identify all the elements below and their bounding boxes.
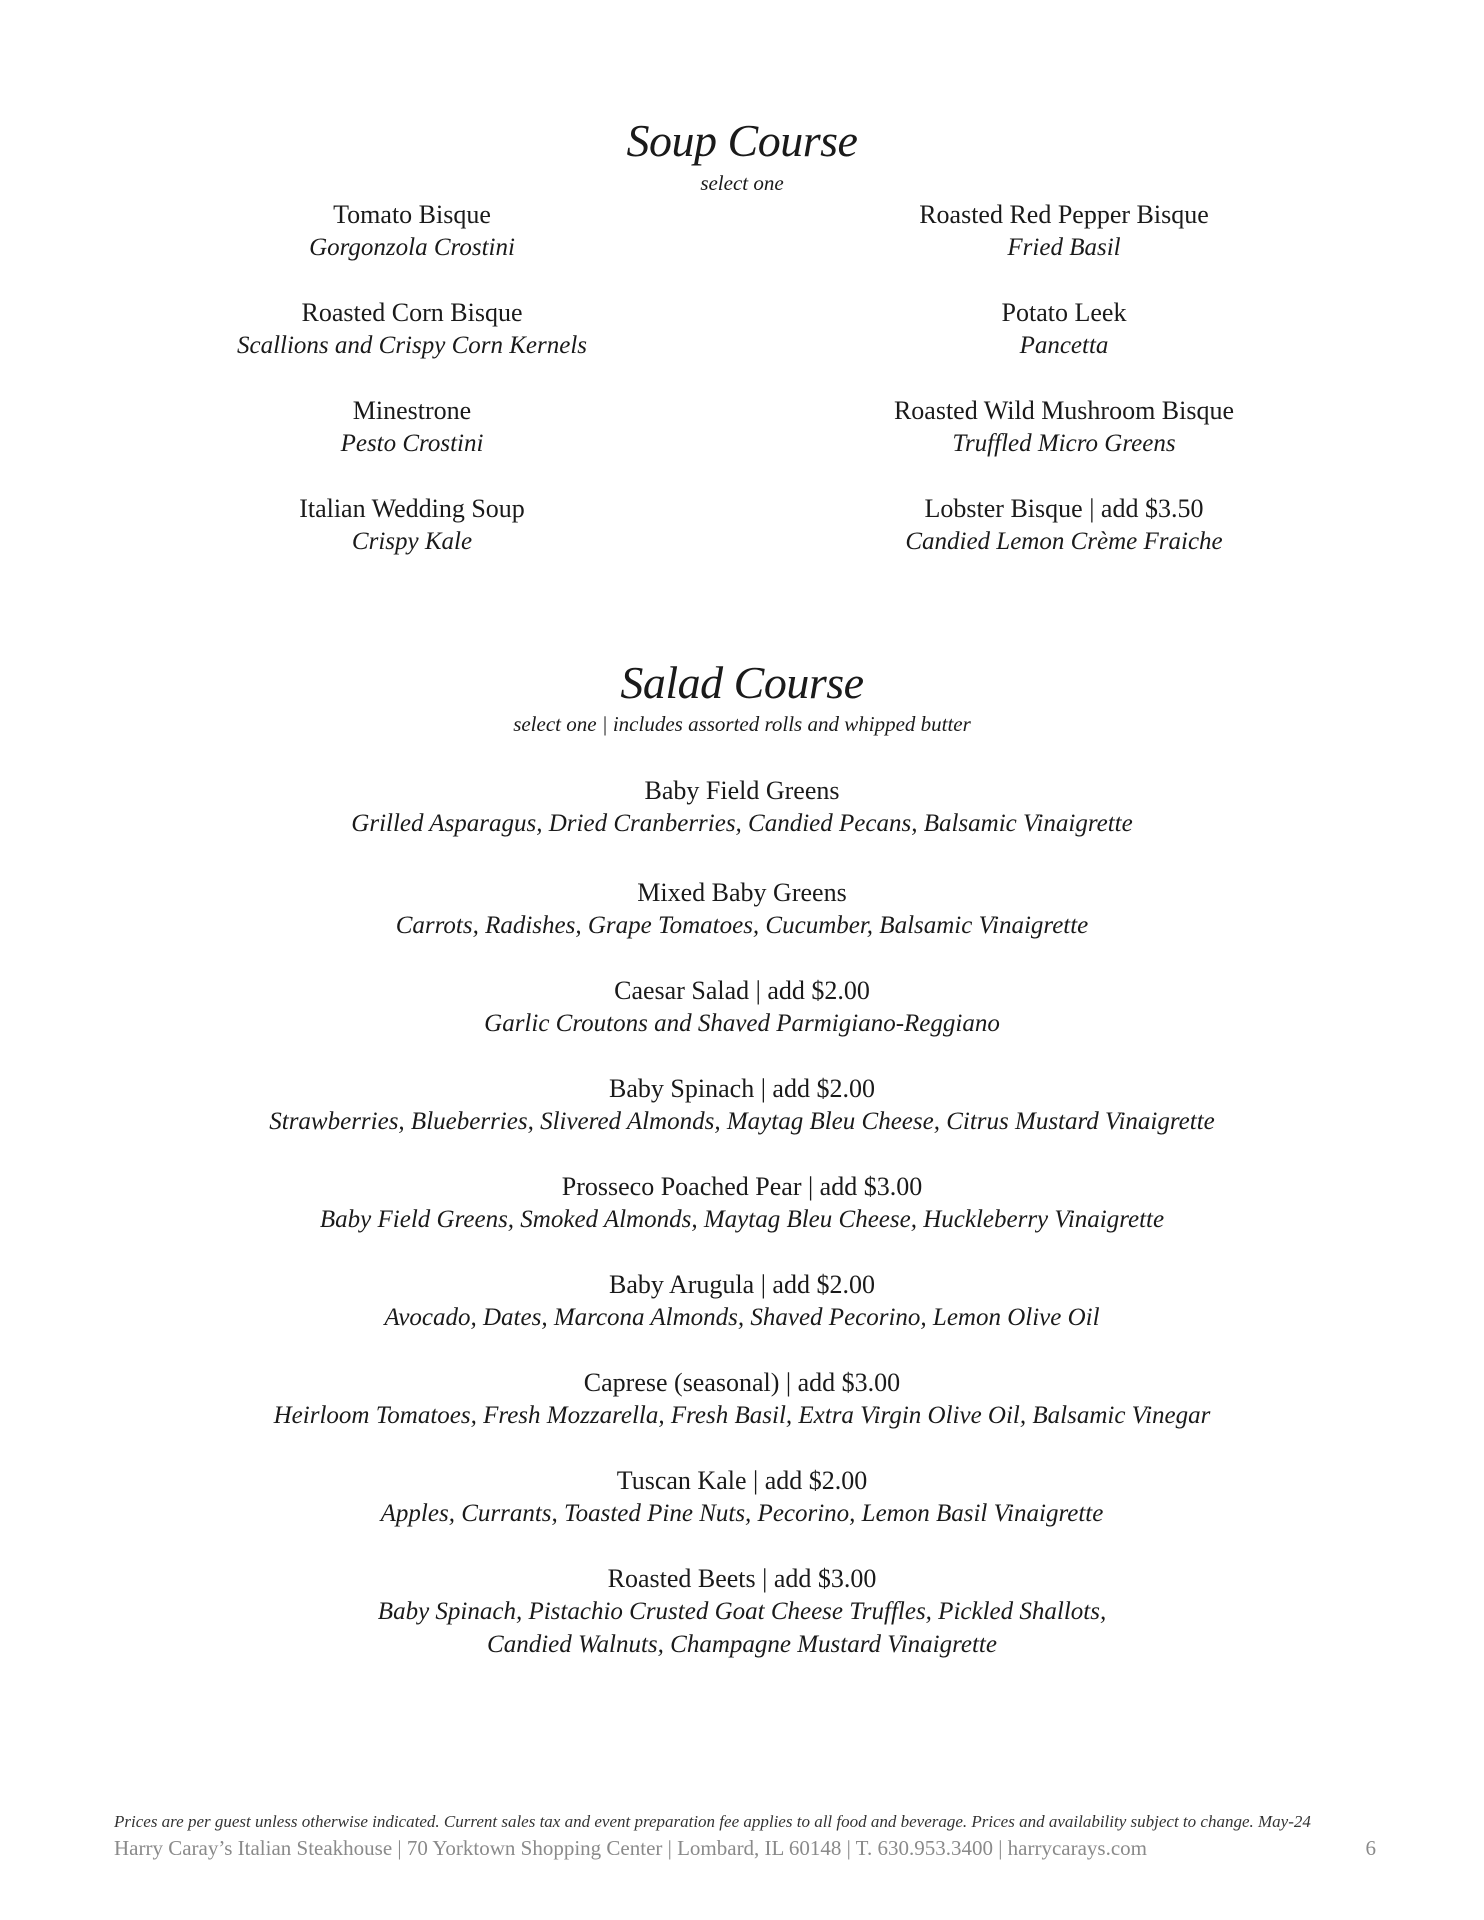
item-description: Baby Field Greens, Smoked Almonds, Maytag Bleu Cheese, Huckleberry Vinaigrette — [319, 1206, 1165, 1233]
item-name: Italian Wedding Soup — [299, 494, 525, 523]
soup-course-title: Soup Course — [626, 115, 858, 166]
item-description: Carrots, Radishes, Grape Tomatoes, Cucumber, Balsamic Vinaigrette — [395, 912, 1089, 939]
salad-item — [200, 974, 1284, 1040]
item-name: Baby Field Greens — [644, 776, 840, 805]
salad-item — [200, 774, 1284, 840]
item-description: Pesto Crostini — [340, 430, 484, 457]
item-description: Strawberries, Blueberries, Slivered Almonds, Maytag Bleu Cheese, Citrus Mustard Vinaigrette — [269, 1108, 1215, 1135]
soup-course-subtitle: select one — [700, 171, 784, 195]
salad-item — [200, 1464, 1284, 1530]
item-name: Potato Leek — [1001, 298, 1127, 327]
restaurant-contact: Harry Caray’s Italian Steakhouse | 70 Yorktown Shopping Center | Lombard, IL 60148 | T. 630.953.3400 | harrycarays.com — [114, 1836, 1147, 1860]
soup-item — [864, 296, 1264, 362]
item-name: Tomato Bisque — [333, 200, 491, 229]
item-description: Pancetta — [1019, 332, 1109, 359]
soup-item — [212, 296, 612, 362]
item-name: Mixed Baby Greens — [637, 878, 847, 907]
item-name: Lobster Bisque | add $3.50 — [924, 494, 1204, 523]
item-description: Apples, Currants, Toasted Pine Nuts, Pecorino, Lemon Basil Vinaigrette — [380, 1500, 1104, 1527]
soup-item — [212, 492, 612, 558]
item-description: Garlic Croutons and Shaved Parmigiano-Reggiano — [484, 1010, 1000, 1037]
restaurant-contact-line — [114, 1836, 1376, 1861]
salad-course-subtitle: select one | includes assorted rolls and whipped butter — [513, 712, 971, 736]
item-name: Roasted Beets | add $3.00 — [607, 1564, 877, 1593]
item-description: Candied Lemon Crème Fraiche — [905, 528, 1223, 555]
salad-item — [200, 1366, 1284, 1432]
item-description: Fried Basil — [1007, 234, 1121, 261]
salad-course-title: Salad Course — [620, 657, 864, 708]
item-name: Caesar Salad | add $2.00 — [614, 976, 870, 1005]
item-name: Caprese (seasonal) | add $3.00 — [583, 1368, 901, 1397]
pricing-disclaimer: Prices are per guest unless otherwise indicated. Current sales tax and event preparation fee applies to all food and beverage. Prices and availability subject to change. May-24 — [114, 1812, 1311, 1831]
salad-item — [200, 1170, 1284, 1236]
soup-item — [864, 198, 1264, 264]
item-description: Avocado, Dates, Marcona Almonds, Shaved Pecorino, Lemon Olive Oil — [384, 1304, 1100, 1331]
item-name: Roasted Red Pepper Bisque — [919, 200, 1209, 229]
item-name: Tuscan Kale | add $2.00 — [616, 1466, 868, 1495]
item-description: Truffled Micro Greens — [952, 430, 1176, 457]
soup-item — [864, 492, 1264, 558]
item-description-continued: Candied Walnuts, Champagne Mustard Vinaigrette — [487, 1631, 997, 1658]
item-description: Crispy Kale — [351, 528, 473, 555]
item-name: Baby Arugula | add $2.00 — [609, 1270, 875, 1299]
item-name: Baby Spinach | add $2.00 — [609, 1074, 875, 1103]
item-name: Roasted Corn Bisque — [301, 298, 523, 327]
soup-item — [864, 394, 1264, 460]
soup-item — [212, 394, 612, 460]
salad-item — [200, 1072, 1284, 1138]
item-name: Minestrone — [352, 396, 472, 425]
item-description: Gorgonzola Crostini — [309, 234, 515, 261]
item-name: Roasted Wild Mushroom Bisque — [893, 396, 1235, 425]
item-description: Grilled Asparagus, Dried Cranberries, Candied Pecans, Balsamic Vinaigrette — [351, 810, 1133, 837]
salad-item — [200, 1562, 1284, 1661]
item-description: Heirloom Tomatoes, Fresh Mozzarella, Fresh Basil, Extra Virgin Olive Oil, Balsamic Vinegar — [273, 1402, 1211, 1429]
soup-item — [212, 198, 612, 264]
salad-item — [200, 1268, 1284, 1334]
salad-item — [200, 876, 1284, 942]
item-description: Scallions and Crispy Corn Kernels — [236, 332, 587, 359]
item-name: Prosseco Poached Pear | add $3.00 — [561, 1172, 923, 1201]
page-number: 6 — [1365, 1836, 1376, 1860]
item-description: Baby Spinach, Pistachio Crusted Goat Cheese Truffles, Pickled Shallots, — [377, 1598, 1107, 1625]
